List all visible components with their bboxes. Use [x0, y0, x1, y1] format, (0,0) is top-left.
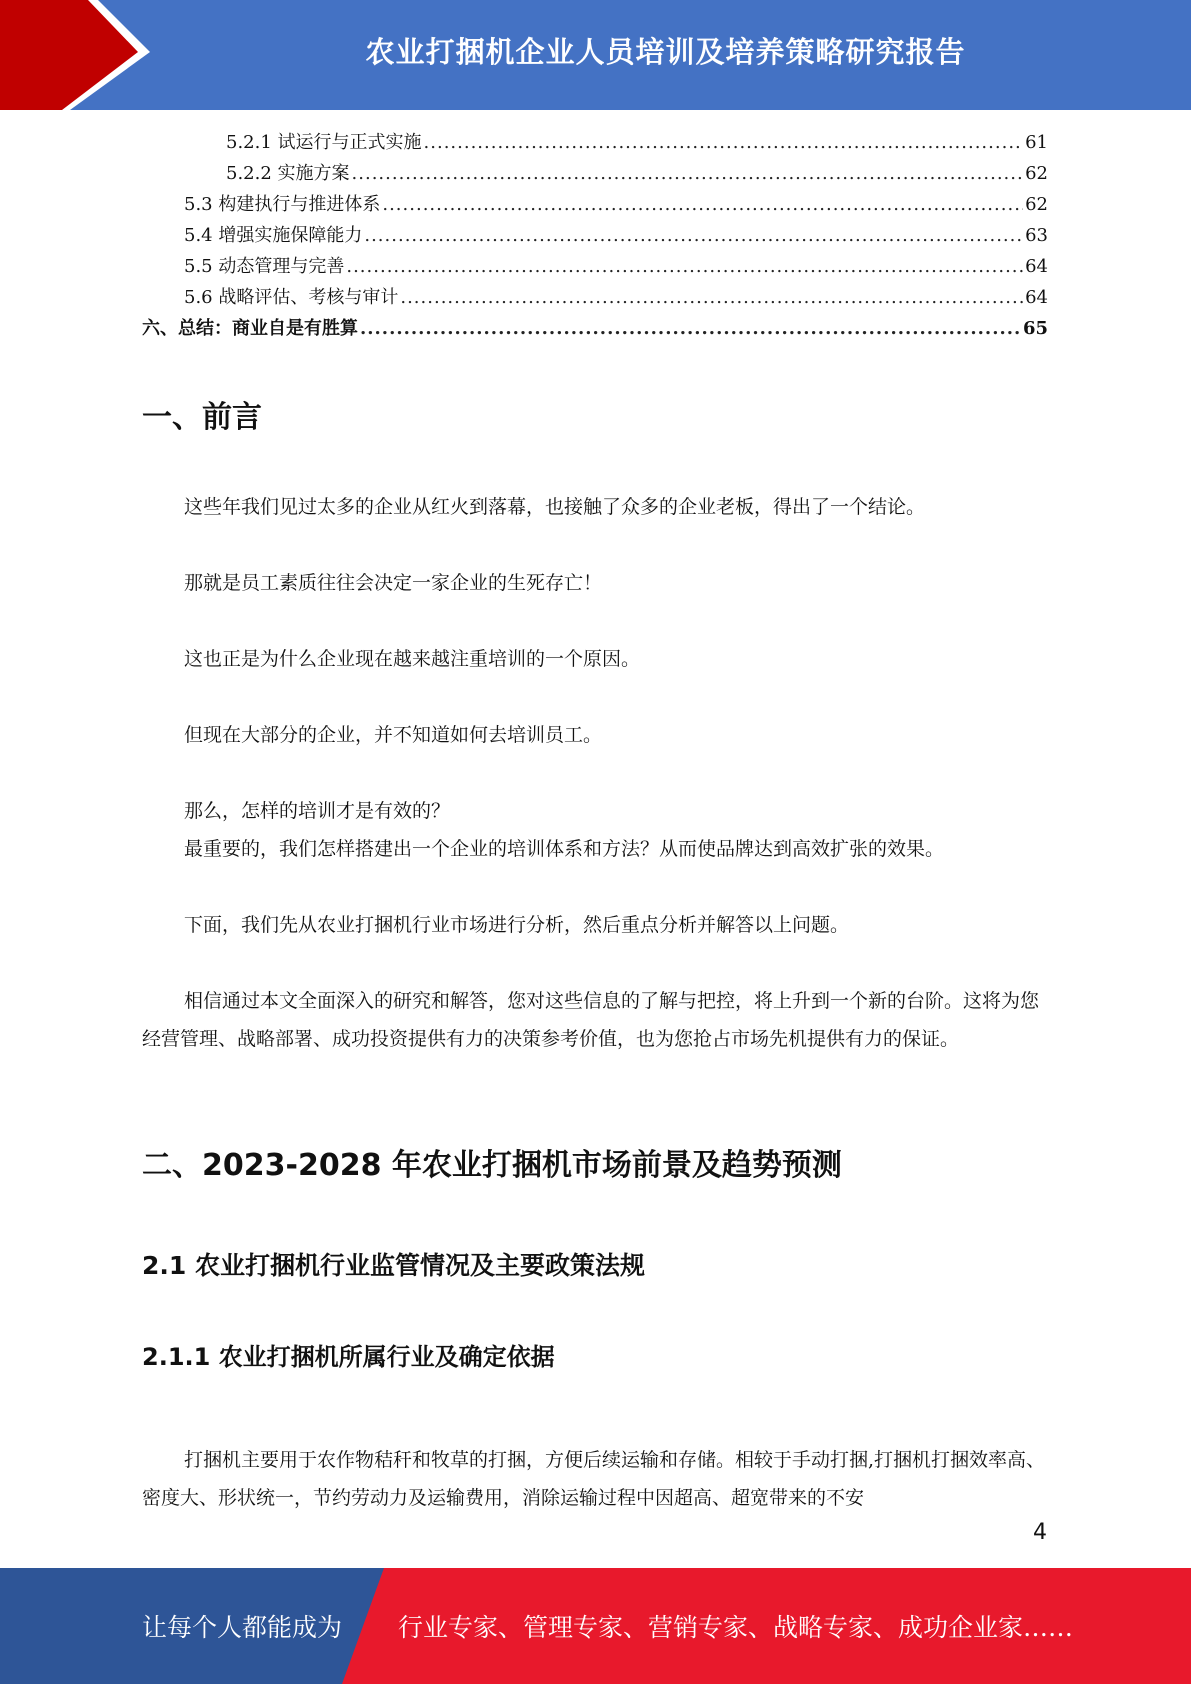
subsubsection-heading: 2.1.1 农业打捆机所属行业及确定依据 — [142, 1343, 555, 1371]
toc-entry-page: 63 — [1025, 225, 1048, 246]
body-paragraph: 这也正是为什么企业现在越来越注重培训的一个原因。 — [184, 648, 641, 670]
toc-entry-label: 5.3 构建执行与推进体系 — [184, 194, 381, 215]
body-paragraph: 那么，怎样的培训才是有效的？ — [184, 800, 451, 822]
subsection-heading: 2.1 农业打捆机行业监管情况及主要政策法规 — [142, 1251, 645, 1280]
body-paragraph: 下面，我们先从农业打捆机行业市场进行分析，然后重点分析并解答以上问题。 — [184, 914, 850, 936]
toc-leader-dots — [346, 256, 1023, 277]
body-paragraph: 打捆机主要用于农作物秸秆和牧草的打捆，方便后续运输和存储。相较于手动打捆,打捆机打捆效率高、密度大、形状统一，节约劳动力及运输费用，消除运输过程中因超高、超宽带来的不安 — [142, 1449, 1046, 1509]
toc-entry[interactable] — [142, 221, 1048, 252]
section-heading: 二、2023-2028 年农业打捆机市场前景及趋势预测 — [142, 1148, 842, 1183]
page-number: 4 — [1033, 1520, 1047, 1545]
toc-entry[interactable] — [142, 283, 1048, 314]
toc-entry-label: 5.4 增强实施保障能力 — [184, 225, 363, 246]
body-paragraph: 那就是员工素质往往会决定一家企业的生死存亡！ — [184, 572, 603, 594]
toc-entry[interactable] — [142, 159, 1048, 190]
toc-entry-page: 62 — [1025, 194, 1048, 215]
toc-leader-dots — [364, 225, 1023, 246]
body-paragraph: 但现在大部分的企业，并不知道如何去培训员工。 — [184, 724, 603, 746]
toc-leader-dots — [400, 287, 1023, 308]
header-title: 农业打捆机企业人员培训及培养策略研究报告 — [365, 34, 966, 69]
footer-slogan-left: 让每个人都能成为 — [142, 1613, 343, 1642]
toc-leader-dots — [382, 194, 1023, 215]
toc-leader-dots — [352, 163, 1024, 184]
toc-entry-label: 六、总结：商业自是有胜算 — [142, 318, 358, 339]
toc-entry[interactable] — [142, 252, 1048, 283]
table-of-contents — [142, 128, 1048, 345]
toc-entry-label: 5.2.2 实施方案 — [226, 163, 350, 184]
toc-entry-page: 64 — [1025, 287, 1048, 308]
footer-slogan-right: 行业专家、管理专家、营销专家、战略专家、成功企业家…… — [398, 1613, 1074, 1642]
toc-entry-page: 62 — [1025, 163, 1048, 184]
toc-entry-page: 65 — [1022, 318, 1048, 339]
body-paragraph: 相信通过本文全面深入的研究和解答，您对这些信息的了解与把控，将上升到一个新的台阶。这将为您经营管理、战略部署、成功投资提供有力的决策参考价值，也为您抢占市场先机提供有力的保证。 — [142, 990, 1040, 1050]
page-header — [0, 0, 1191, 110]
toc-leader-dots — [424, 132, 1024, 153]
toc-entry[interactable] — [142, 190, 1048, 221]
toc-entry-page: 61 — [1025, 132, 1048, 153]
page-footer — [0, 1568, 1191, 1684]
toc-entry-label: 5.6 战略评估、考核与审计 — [184, 287, 399, 308]
toc-entry-label: 5.2.1 试运行与正式实施 — [226, 132, 422, 153]
section-heading: 一、前言 — [142, 400, 262, 435]
body-paragraph: 这些年我们见过太多的企业从红火到落幕，也接触了众多的企业老板，得出了一个结论。 — [184, 496, 926, 518]
body-paragraph: 最重要的，我们怎样搭建出一个企业的培训体系和方法？从而使品牌达到高效扩张的效果。 — [184, 838, 945, 860]
toc-entry-page: 64 — [1025, 256, 1048, 277]
toc-entry[interactable] — [142, 128, 1048, 159]
toc-leader-dots — [360, 318, 1021, 339]
toc-entry-label: 5.5 动态管理与完善 — [184, 256, 345, 277]
toc-entry[interactable] — [142, 314, 1048, 345]
